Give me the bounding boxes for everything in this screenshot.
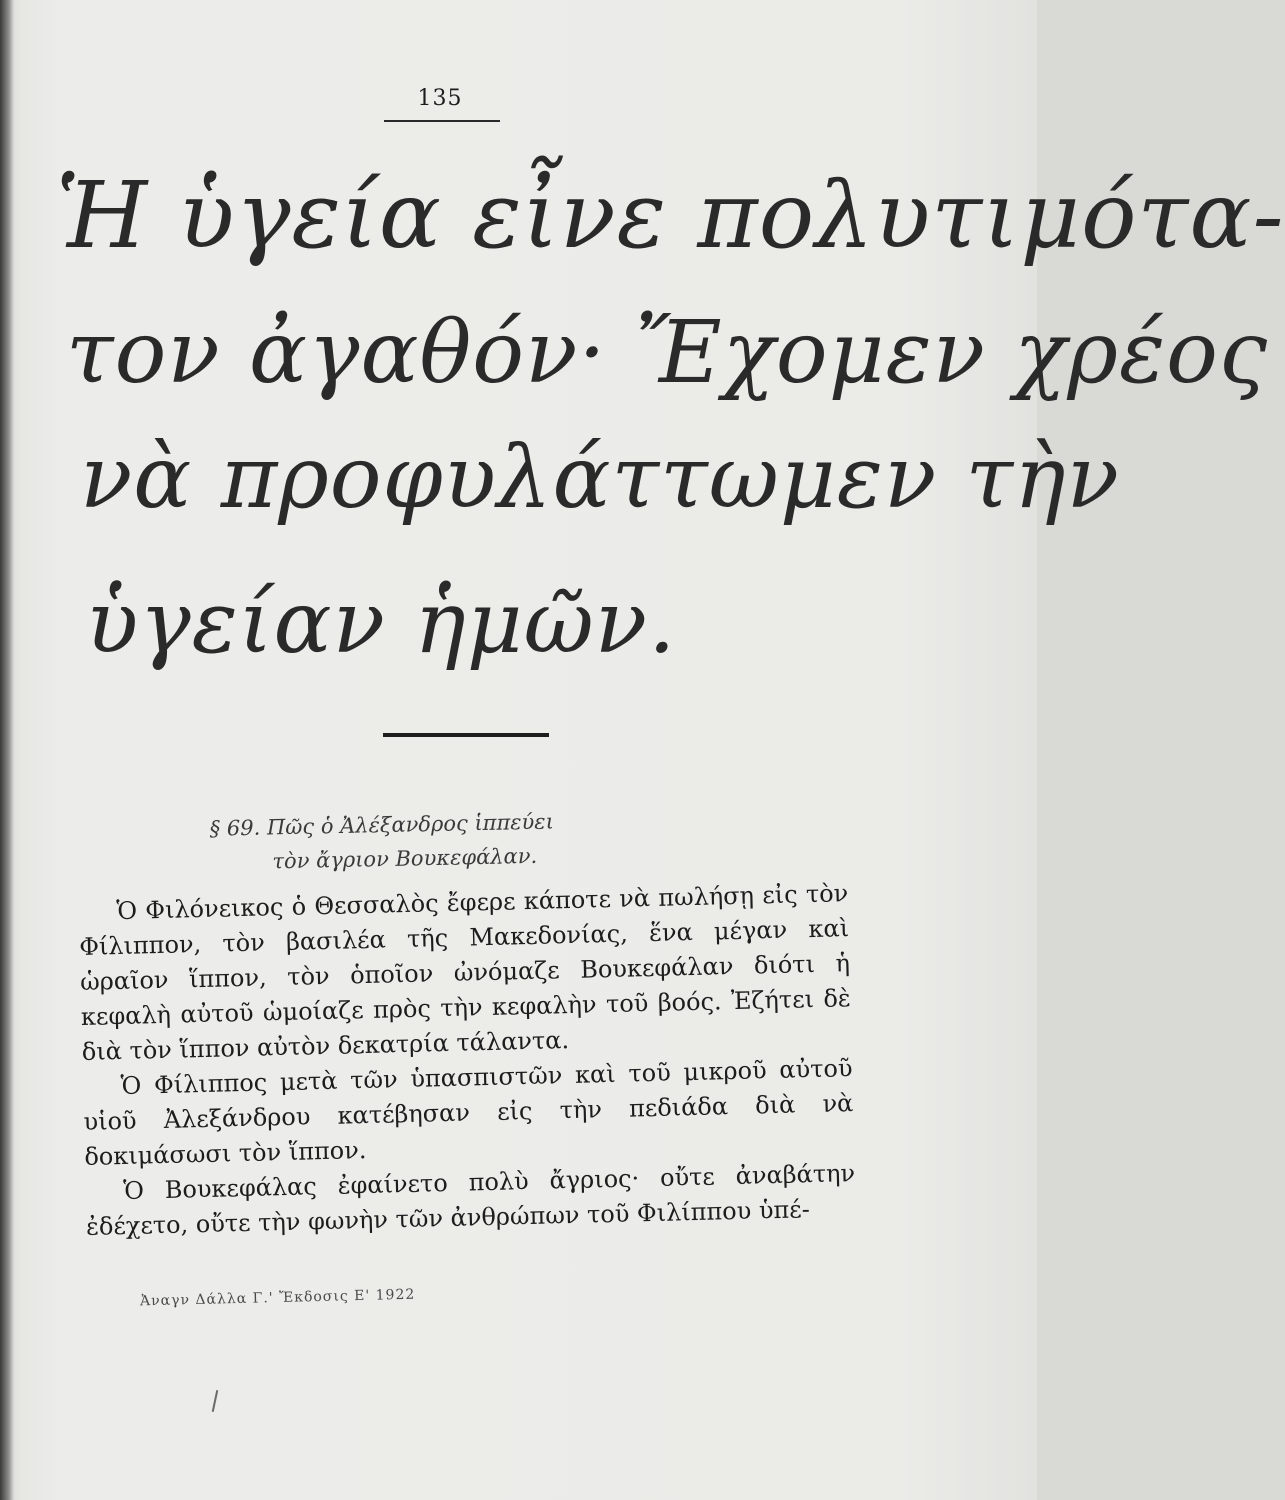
- motto-line-4: ὑγείαν ἡμῶν.: [86, 573, 677, 673]
- motto-divider: [383, 733, 549, 737]
- page-number-rule: [384, 120, 500, 122]
- motto-line-3: νὰ προφυλάττωμεν τὴν: [80, 428, 1120, 528]
- section-heading-line-1: § 69. Πῶς ὁ Ἀλέξανδρος ἱππεύει: [209, 809, 555, 841]
- section-heading: [209, 798, 850, 879]
- page-number: 135: [417, 86, 463, 111]
- paragraph-2: Ὁ Φίλιππος μετὰ τῶν ὑπασπιστῶν καὶ τοῦ μικροῦ αὐτοῦ υἱοῦ Ἀλεξάνδρου κατέβησαν εἰς τὴν πεδιάδα διὰ νὰ δοκιμάσωσι τὸν ἵππον.: [83, 1054, 854, 1171]
- body-text: [78, 876, 856, 1245]
- publication-footer: Ἀναγν Δάλλα Γ.' Ἔκδοσις Ε' 1922: [139, 1286, 416, 1310]
- book-gutter-shadow: [0, 0, 14, 1500]
- motto-line-1: Ἡ ὑγεία εἶνε πολυτιμότα-: [56, 162, 1285, 269]
- paragraph-3: Ὁ Βουκεφάλας ἐφαίνετο πολὺ ἄγριος· οὔτε ἀναβάτην ἐδέχετο, οὔτε τὴν φωνὴν τῶν ἀνθρώπων τοῦ Φιλίππου ὑπέ-: [85, 1159, 856, 1241]
- paragraph-1: Ὁ Φιλόνεικος ὁ Θεσσαλὸς ἔφερε κάποτε νὰ πωλήσῃ εἰς τὸν Φίλιππον, τὸν βασιλέα τῆς Μακεδονίας, ἕνα μέγαν καὶ ὡραῖον ἵππον, τὸν ὁποῖον ὠνόμαζε Βουκεφάλαν διότι ἡ κεφαλὴ αὐτοῦ ὡμοίαζε πρὸς τὴν κεφαλὴν τοῦ βοός. Ἐζήτει δὲ διὰ τὸν ἵππον αὐτὸν δεκατρία τάλαντα.: [78, 879, 852, 1066]
- motto-line-2: τον ἀγαθόν· Ἔχομεν χρέος: [66, 303, 1269, 403]
- stray-pen-mark: [212, 1390, 219, 1412]
- section-heading-line-2: τὸν ἄγριον Βουκεφάλαν.: [272, 843, 538, 874]
